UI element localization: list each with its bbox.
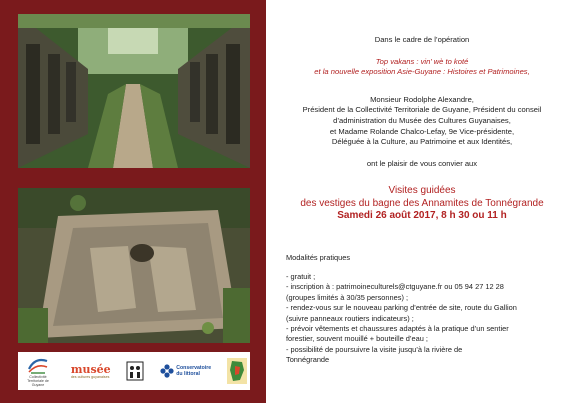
intro-text: Dans le cadre de l’opération [374,35,470,44]
exhibition-title: et la nouvelle exposition Asie-Guyane : Histoires et Patrimoines, [314,67,530,77]
operation-title: Top vakans : vin’ wè to koté [375,56,469,66]
conservatoire-flower-icon [160,364,174,378]
practical-item: (groupes limités à 30/35 personnes) ; [286,292,409,302]
practical-item: - rendez-vous sur le nouveau parking d’entrée de site, route du Gallion [286,303,517,313]
practical-item: - prévoir vêtements et chaussures adaptés à la pratique d’un sentier [286,324,509,333]
musee-logo [71,354,111,388]
practical-title: Modalités pratiques [286,252,351,262]
invite-text: ont le plaisir de vous convier aux [366,158,478,168]
visit-subtitle: des vestiges du bagne des Annamites de Tonnégrande [300,197,544,209]
host-line-1: Monsieur Rodolphe Alexandre, [370,94,474,104]
visit-title: Visites guidées [388,185,456,197]
practical-item: Tonnégrande [286,355,330,365]
musee-logo-icon: musée [70,362,111,376]
practical-list [286,272,558,366]
practical-item: - inscription à : patrimoineculturels@ctguyane.fr ou 05 94 27 12 28 [286,282,504,292]
conservatoire-logo [160,354,211,388]
host-line-2: Président de la Collectivité Territoriale de Guyane, Président du conseil [302,105,542,115]
ctg-logo-label: Collectivité Territoriale de Guyane [27,375,49,387]
region-map-icon [227,358,247,384]
ctg-logo [21,354,55,388]
musee-logo-sub: des cultures guyanaises [70,374,110,379]
visit-date: Samedi 26 août 2017, 8 h 30 ou 11 h [337,210,507,222]
sports-logo [126,354,144,388]
conservatoire-label-1: Conservatoire [176,365,212,371]
sports-logo-icon [126,361,144,381]
ctg-logo-icon [27,355,49,375]
host-line-4: et Madame Rolande Chalco-Lefay, 9e Vice-présidente, [329,126,515,136]
host-line-5: Déléguée à la Culture, au Patrimoine et aux Identités, [331,137,513,147]
practical-item: forestier, souvent mouillé + bouteille d’eau ; [286,334,428,344]
region-logo [227,354,247,388]
partner-logos [18,352,250,390]
photo-forest-path [18,14,250,168]
practical-item: - gratuit ; [286,271,316,281]
practical-item: (suivre panneaux routiers indicateurs) ; [286,313,414,323]
host-line-3: d’administration du Musée des Cultures Guyanaises, [333,115,511,125]
conservatoire-label-2: du littoral [176,371,200,377]
photo-stone-latrine [18,188,250,343]
practical-item: - possibilité de poursuivre la visite jusqu’à la rivière de [286,344,463,354]
invitation-text-panel [266,0,570,403]
left-panel [0,0,266,403]
